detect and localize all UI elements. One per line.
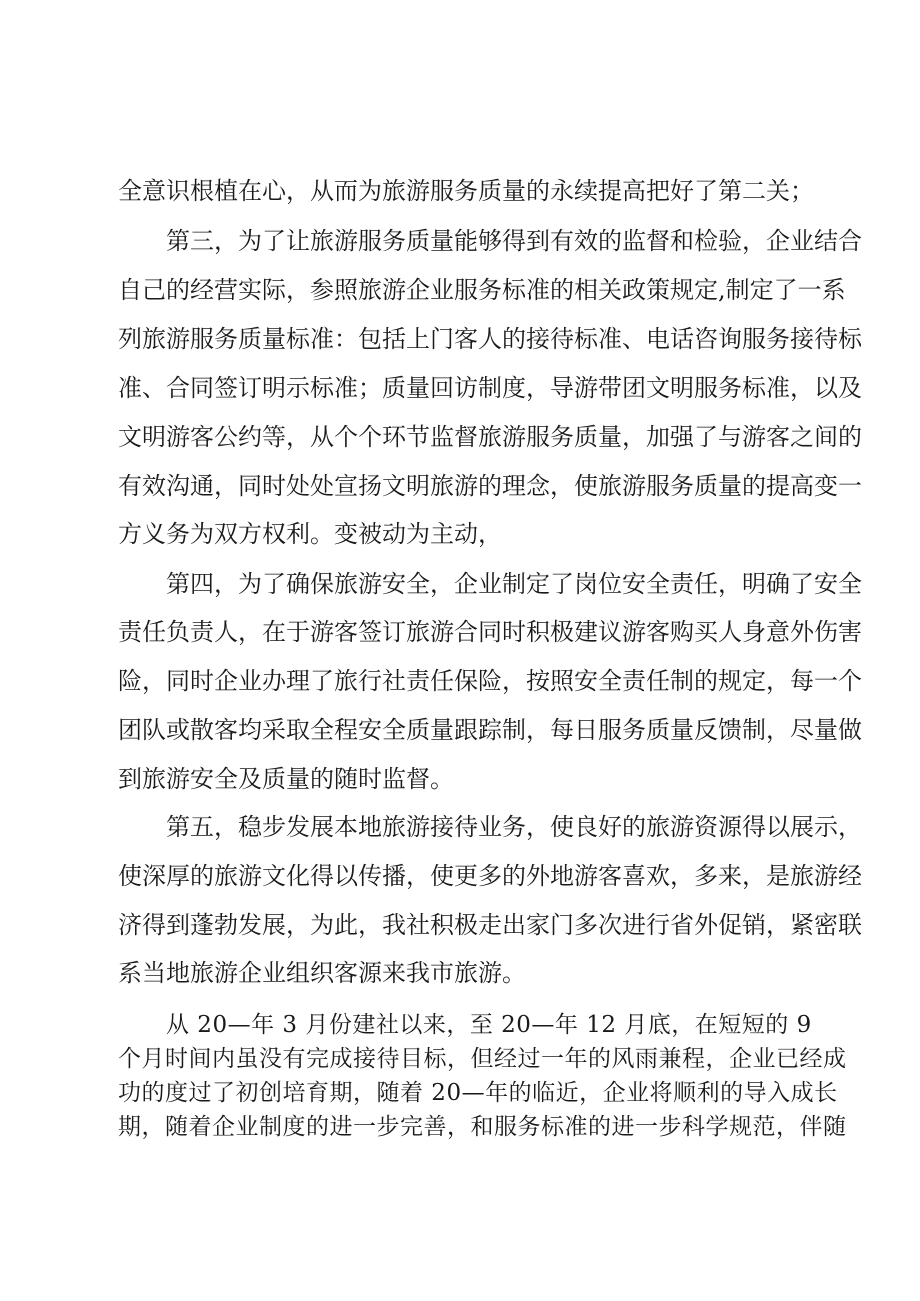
text-line: 系当地旅游企业组织客源来我市旅游。 [118, 959, 526, 987]
text-line: 使深厚的旅游文化得以传播，使更多的外地游客喜欢，多来，是旅游经 [118, 862, 862, 890]
text-line: 列旅游服务质量标准：包括上门客人的接待标准、电话咨询服务接待标 [118, 325, 862, 353]
text-line: 文明游客公约等，从个个环节监督旅游服务质量，加强了与游客之间的 [118, 423, 862, 451]
text-line: 功的度过了初创培育期，随着 20—年的临近，企业将顺利的导入成长 [118, 1080, 838, 1106]
text-line: 险，同时企业办理了旅行社责任保险，按照安全责任制的规定，每一个 [118, 667, 862, 695]
paragraph-first-line: 第三，为了让旅游服务质量能够得到有效的监督和检验，企业结合 [166, 227, 862, 255]
text-line: 方义务为双方权利。变被动为主动， [118, 520, 502, 548]
text-line: 济得到蓬勃发展，为此，我社积极走出家门多次进行省外促销，紧密联 [118, 911, 862, 939]
text-line: 自己的经营实际，参照旅游企业服务标准的相关政策规定,制定了一系 [118, 276, 846, 304]
text-line: 个月时间内虽没有完成接待目标，但经过一年的风雨兼程，企业已经成 [118, 1046, 847, 1072]
text-line: 团队或散客均采取全程安全质量跟踪制，每日服务质量反馈制，尽量做 [118, 716, 862, 744]
text-line: 到旅游安全及质量的随时监督。 [118, 765, 454, 793]
text-line: 责任负责人，在于游客签订旅游合同时积极建议游客购买人身意外伤害 [118, 618, 862, 646]
text-line: 全意识根植在心，从而为旅游服务质量的永续提高把好了第二关； [118, 177, 814, 205]
text-line: 准、合同签订明示标准；质量回访制度，导游带团文明服务标准，以及 [118, 374, 862, 402]
text-line: 有效沟通，同时处处宣扬文明旅游的理念，使旅游服务质量的提高变一 [118, 472, 862, 500]
paragraph-first-line: 第五，稳步发展本地旅游接待业务，使良好的旅游资源得以展示， [166, 813, 862, 841]
text-line: 期，随着企业制度的进一步完善，和服务标准的进一步科学规范，伴随 [118, 1114, 847, 1140]
paragraph-first-line: 第四，为了确保旅游安全，企业制定了岗位安全责任，明确了安全 [166, 570, 862, 598]
paragraph-first-line: 从 20—年 3 月份建社以来，至 20—年 12 月底，在短短的 9 [166, 1012, 812, 1038]
